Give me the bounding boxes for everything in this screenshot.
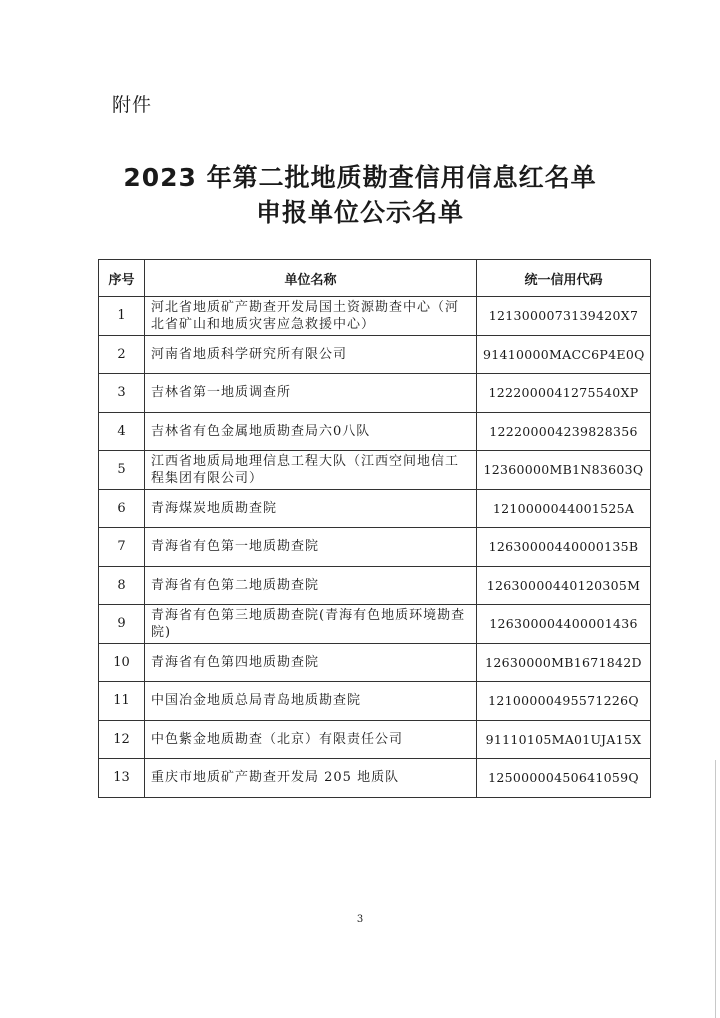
- row-index: 2: [99, 335, 145, 374]
- row-index: 9: [99, 605, 145, 644]
- credit-code: 126300004400001436: [477, 605, 651, 644]
- credit-code: 12360000MB1N83603Q: [477, 451, 651, 490]
- column-header-code: 统一信用代码: [477, 260, 651, 297]
- table-row: [99, 335, 651, 374]
- credit-code: 12630000MB1671842D: [477, 643, 651, 682]
- column-header-index: 序号: [99, 260, 145, 297]
- row-index: 7: [99, 528, 145, 567]
- document-title-line1: 2023 年第二批地质勘查信用信息红名单: [123, 163, 597, 192]
- table-row: [99, 643, 651, 682]
- column-header-name: 单位名称: [145, 260, 477, 297]
- table-header-row: [99, 260, 651, 297]
- unit-name: 河南省地质科学研究所有限公司: [145, 335, 477, 374]
- applicant-table: [98, 259, 651, 798]
- unit-name: 中色紫金地质勘查（北京）有限责任公司: [145, 720, 477, 759]
- table-row: [99, 528, 651, 567]
- row-index: 13: [99, 759, 145, 798]
- unit-name: 吉林省第一地质调查所: [145, 374, 477, 413]
- unit-name: 青海省有色第四地质勘查院: [145, 643, 477, 682]
- row-index: 11: [99, 682, 145, 721]
- credit-code: 1222000041275540XP: [477, 374, 651, 413]
- row-index: 8: [99, 566, 145, 605]
- credit-code: 1213000073139420X7: [477, 297, 651, 336]
- credit-code: 122200004239828356: [477, 412, 651, 451]
- unit-name: 青海省有色第二地质勘查院: [145, 566, 477, 605]
- unit-name: 河北省地质矿产勘查开发局国土资源勘查中心（河北省矿山和地质灾害应急救援中心）: [145, 297, 477, 336]
- row-index: 12: [99, 720, 145, 759]
- unit-name: 江西省地质局地理信息工程大队（江西空间地信工程集团有限公司）: [145, 451, 477, 490]
- credit-code: 91110105MA01UJA15X: [477, 720, 651, 759]
- credit-code: 12630000440120305M: [477, 566, 651, 605]
- table-row: [99, 412, 651, 451]
- row-index: 4: [99, 412, 145, 451]
- table-row: [99, 566, 651, 605]
- unit-name: 吉林省有色金属地质勘查局六0八队: [145, 412, 477, 451]
- row-index: 10: [99, 643, 145, 682]
- unit-name: 青海省有色第三地质勘查院(青海有色地质环境勘查院): [145, 605, 477, 644]
- row-index: 5: [99, 451, 145, 490]
- unit-name: 重庆市地质矿产勘查开发局 205 地质队: [145, 759, 477, 798]
- scan-edge-line: [715, 760, 716, 1018]
- credit-code: 91410000MACC6P4E0Q: [477, 335, 651, 374]
- attachment-label: 附件: [112, 94, 153, 116]
- table-row: [99, 682, 651, 721]
- unit-name: 青海省有色第一地质勘查院: [145, 528, 477, 567]
- table-row: [99, 720, 651, 759]
- table-row: [99, 759, 651, 798]
- credit-code: 12500000450641059Q: [477, 759, 651, 798]
- table-row: [99, 297, 651, 336]
- table-row: [99, 489, 651, 528]
- row-index: 1: [99, 297, 145, 336]
- unit-name: 青海煤炭地质勘查院: [145, 489, 477, 528]
- table-row: [99, 451, 651, 490]
- row-index: 6: [99, 489, 145, 528]
- credit-code: 1210000044001525A: [477, 489, 651, 528]
- unit-name: 中国冶金地质总局青岛地质勘查院: [145, 682, 477, 721]
- document-title-line2: 申报单位公示名单: [255, 198, 464, 227]
- page-number: 3: [356, 914, 364, 925]
- credit-code: 12100000495571226Q: [477, 682, 651, 721]
- credit-code: 12630000440000135B: [477, 528, 651, 567]
- row-index: 3: [99, 374, 145, 413]
- table-row: [99, 605, 651, 644]
- table-row: [99, 374, 651, 413]
